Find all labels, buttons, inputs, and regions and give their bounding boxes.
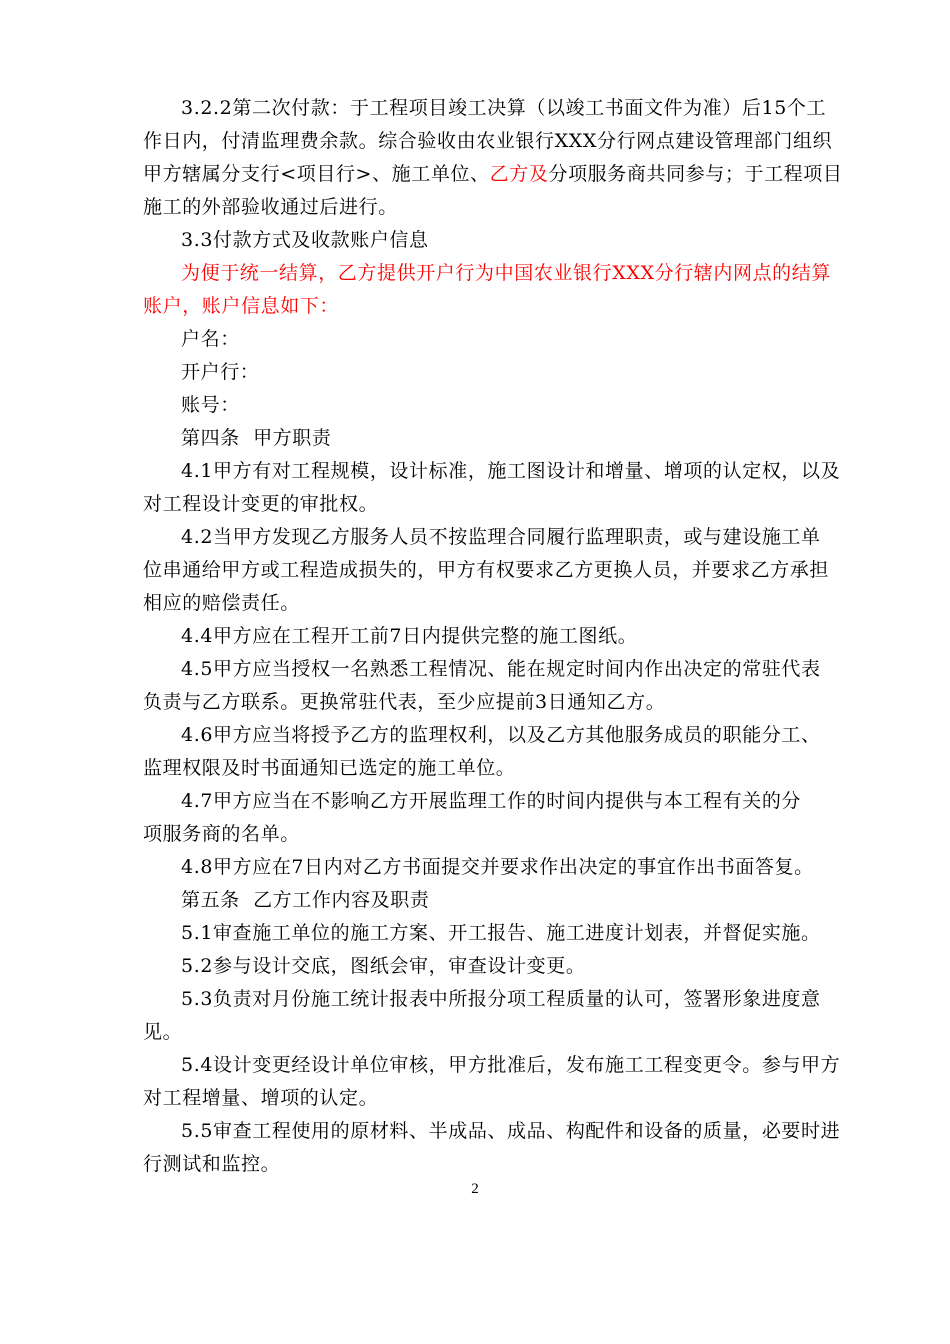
text-line: 第五条 乙方工作内容及职责 [181, 889, 430, 911]
text-line: 3.2.2第二次付款：于工程项目竣工决算（以竣工书面文件为准）后15个工 [181, 97, 827, 119]
text-line: 行测试和监控。 [143, 1153, 281, 1175]
text-line: 施工的外部验收通过后进行。 [143, 196, 398, 218]
text-line: 项服务商的名单。 [143, 823, 300, 845]
text-line: 见。 [143, 1021, 183, 1043]
text-line: 4.6甲方应当将授予乙方的监理权利，以及乙方其他服务成员的职能分工、 [181, 724, 821, 746]
page-number: 2 [471, 1181, 479, 1197]
text-line: 4.8甲方应在7日内对乙方书面提交并要求作出决定的事宜作出书面答复。 [181, 856, 814, 878]
text-line: 3.3付款方式及收款账户信息 [181, 229, 429, 251]
text-line: 账户，账户信息如下： [143, 295, 340, 317]
text-line: 4.4甲方应在工程开工前7日内提供完整的施工图纸。 [181, 625, 638, 647]
text-line: 户名： [181, 328, 240, 350]
document-body [143, 92, 843, 1181]
text-line: 对工程设计变更的审批权。 [143, 493, 379, 515]
text-line: 5.2参与设计交底，图纸会审，审查设计变更。 [181, 955, 586, 977]
text-line: 4.1甲方有对工程规模，设计标准，施工图设计和增量、增项的认定权，以及 [181, 460, 841, 482]
text-line: 账号： [181, 394, 240, 416]
text-line: 作日内，付清监理费余款。综合验收由农业银行XXX分行网点建设管理部门组织 [143, 130, 833, 152]
text-line: 5.3负责对月份施工统计报表中所报分项工程质量的认可，签署形象进度意 [181, 988, 821, 1010]
text-line: 监理权限及时书面通知已选定的施工单位。 [143, 757, 516, 779]
text-line: 位串通给甲方或工程造成损失的，甲方有权要求乙方更换人员，并要求乙方承担 [143, 559, 830, 581]
text-segment: 甲方辖属分支行<项目行>、施工单位、 [143, 163, 490, 185]
text-line: 4.2当甲方发现乙方服务人员不按监理合同履行监理职责，或与建设施工单 [181, 526, 821, 548]
text-line: 相应的赔偿责任。 [143, 592, 300, 614]
text-line: 开户行： [181, 361, 260, 383]
text-line: 4.5甲方应当授权一名熟悉工程情况、能在规定时间内作出决定的常驻代表 [181, 658, 821, 680]
text-line: 4.7甲方应当在不影响乙方开展监理工作的时间内提供与本工程有关的分 [181, 790, 802, 812]
text-line: 负责与乙方联系。更换常驻代表，至少应提前3日通知乙方。 [143, 691, 666, 713]
text-line [143, 158, 843, 191]
text-line: 5.4设计变更经设计单位审核，甲方批准后，发布施工工程变更令。参与甲方 [181, 1054, 841, 1076]
text-line: 对工程增量、增项的认定。 [143, 1087, 379, 1109]
text-line: 5.1审查施工单位的施工方案、开工报告、施工进度计划表，并督促实施。 [181, 922, 821, 944]
text-line: 5.5审查工程使用的原材料、半成品、成品、构配件和设备的质量，必要时进 [181, 1120, 841, 1142]
text-line: 为便于统一结算，乙方提供开户行为中国农业银行XXX分行辖内网点的结算 [181, 262, 831, 284]
highlighted-text: 乙方及 [489, 163, 549, 185]
text-segment: 分项服务商共同参与；于工程项目 [548, 163, 843, 185]
text-line: 第四条 甲方职责 [181, 427, 332, 449]
